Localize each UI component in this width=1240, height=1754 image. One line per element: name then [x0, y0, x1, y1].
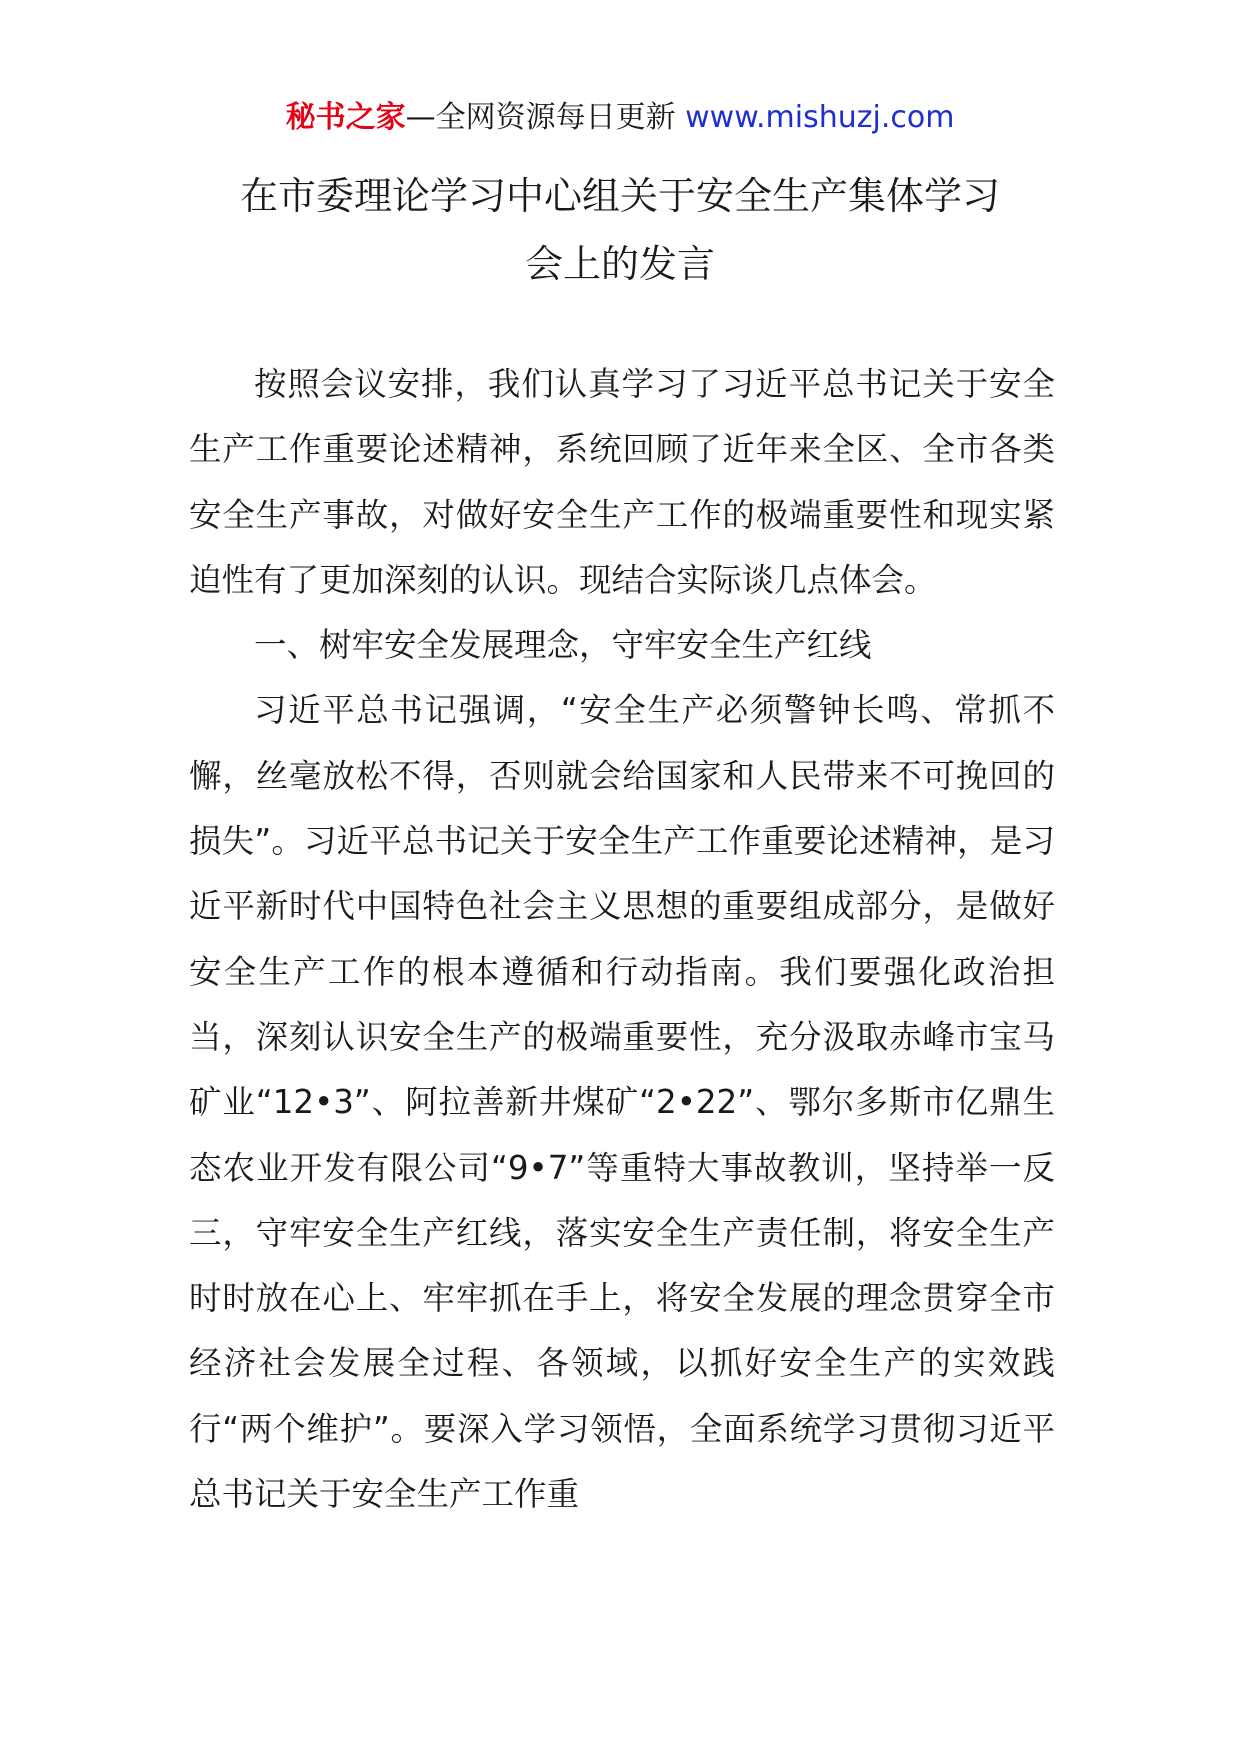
title-line-2: 会上的发言: [524, 242, 715, 286]
header-tagline: —全网资源每日更新: [405, 100, 686, 135]
brand-name: 秘书之家: [285, 100, 406, 135]
site-header: [0, 98, 1240, 138]
section-1-paragraph: 习近平总书记强调，“安全生产必须警钟长鸣、常抓不懈，丝毫放松不得，否则就会给国家和人民带来不可挽回的损失”。习近平总书记关于安全生产工作重要论述精神，是习近平新时代中国特色社会主义思想的重要组成部分，是做好安全生产工作的根本遵循和行动指南。我们要强化政治担当，深刻认识安全生产的极端重要性，充分汲取赤峰市宝马矿业“12•3”、阿拉善新井煤矿“2•22”、鄂尔多斯市亿鼎生态农业开发有限公司“9•7”等重特大事故教训，坚持举一反三，守牢安全生产红线，落实安全生产责任制，将安全生产时时放在心上、牢牢抓在手上，将安全发展的理念贯穿全市经济社会发展全过程、各领域，以抓好安全生产的实效践行“两个维护”。要深入学习领悟，全面系统学习贯彻习近平总书记关于安全生产工作重: [189, 691, 1055, 1514]
document-title: [150, 162, 1090, 298]
section-1-heading: 一、树牢安全发展理念，守牢安全生产红线: [254, 626, 872, 665]
title-line-1: 在市委理论学习中心组关于安全生产集体学习: [239, 174, 1000, 218]
intro-paragraph: 按照会议安排，我们认真学习了习近平总书记关于安全生产工作重要论述精神，系统回顾了近年来全区、全市各类安全生产事故，对做好安全生产工作的极端重要性和现实紧迫性有了更加深刻的认识。现结合实际谈几点体会。: [189, 365, 1055, 599]
site-url-link[interactable]: www.mishuzj.com: [685, 100, 955, 135]
document-body: [189, 352, 1055, 1527]
